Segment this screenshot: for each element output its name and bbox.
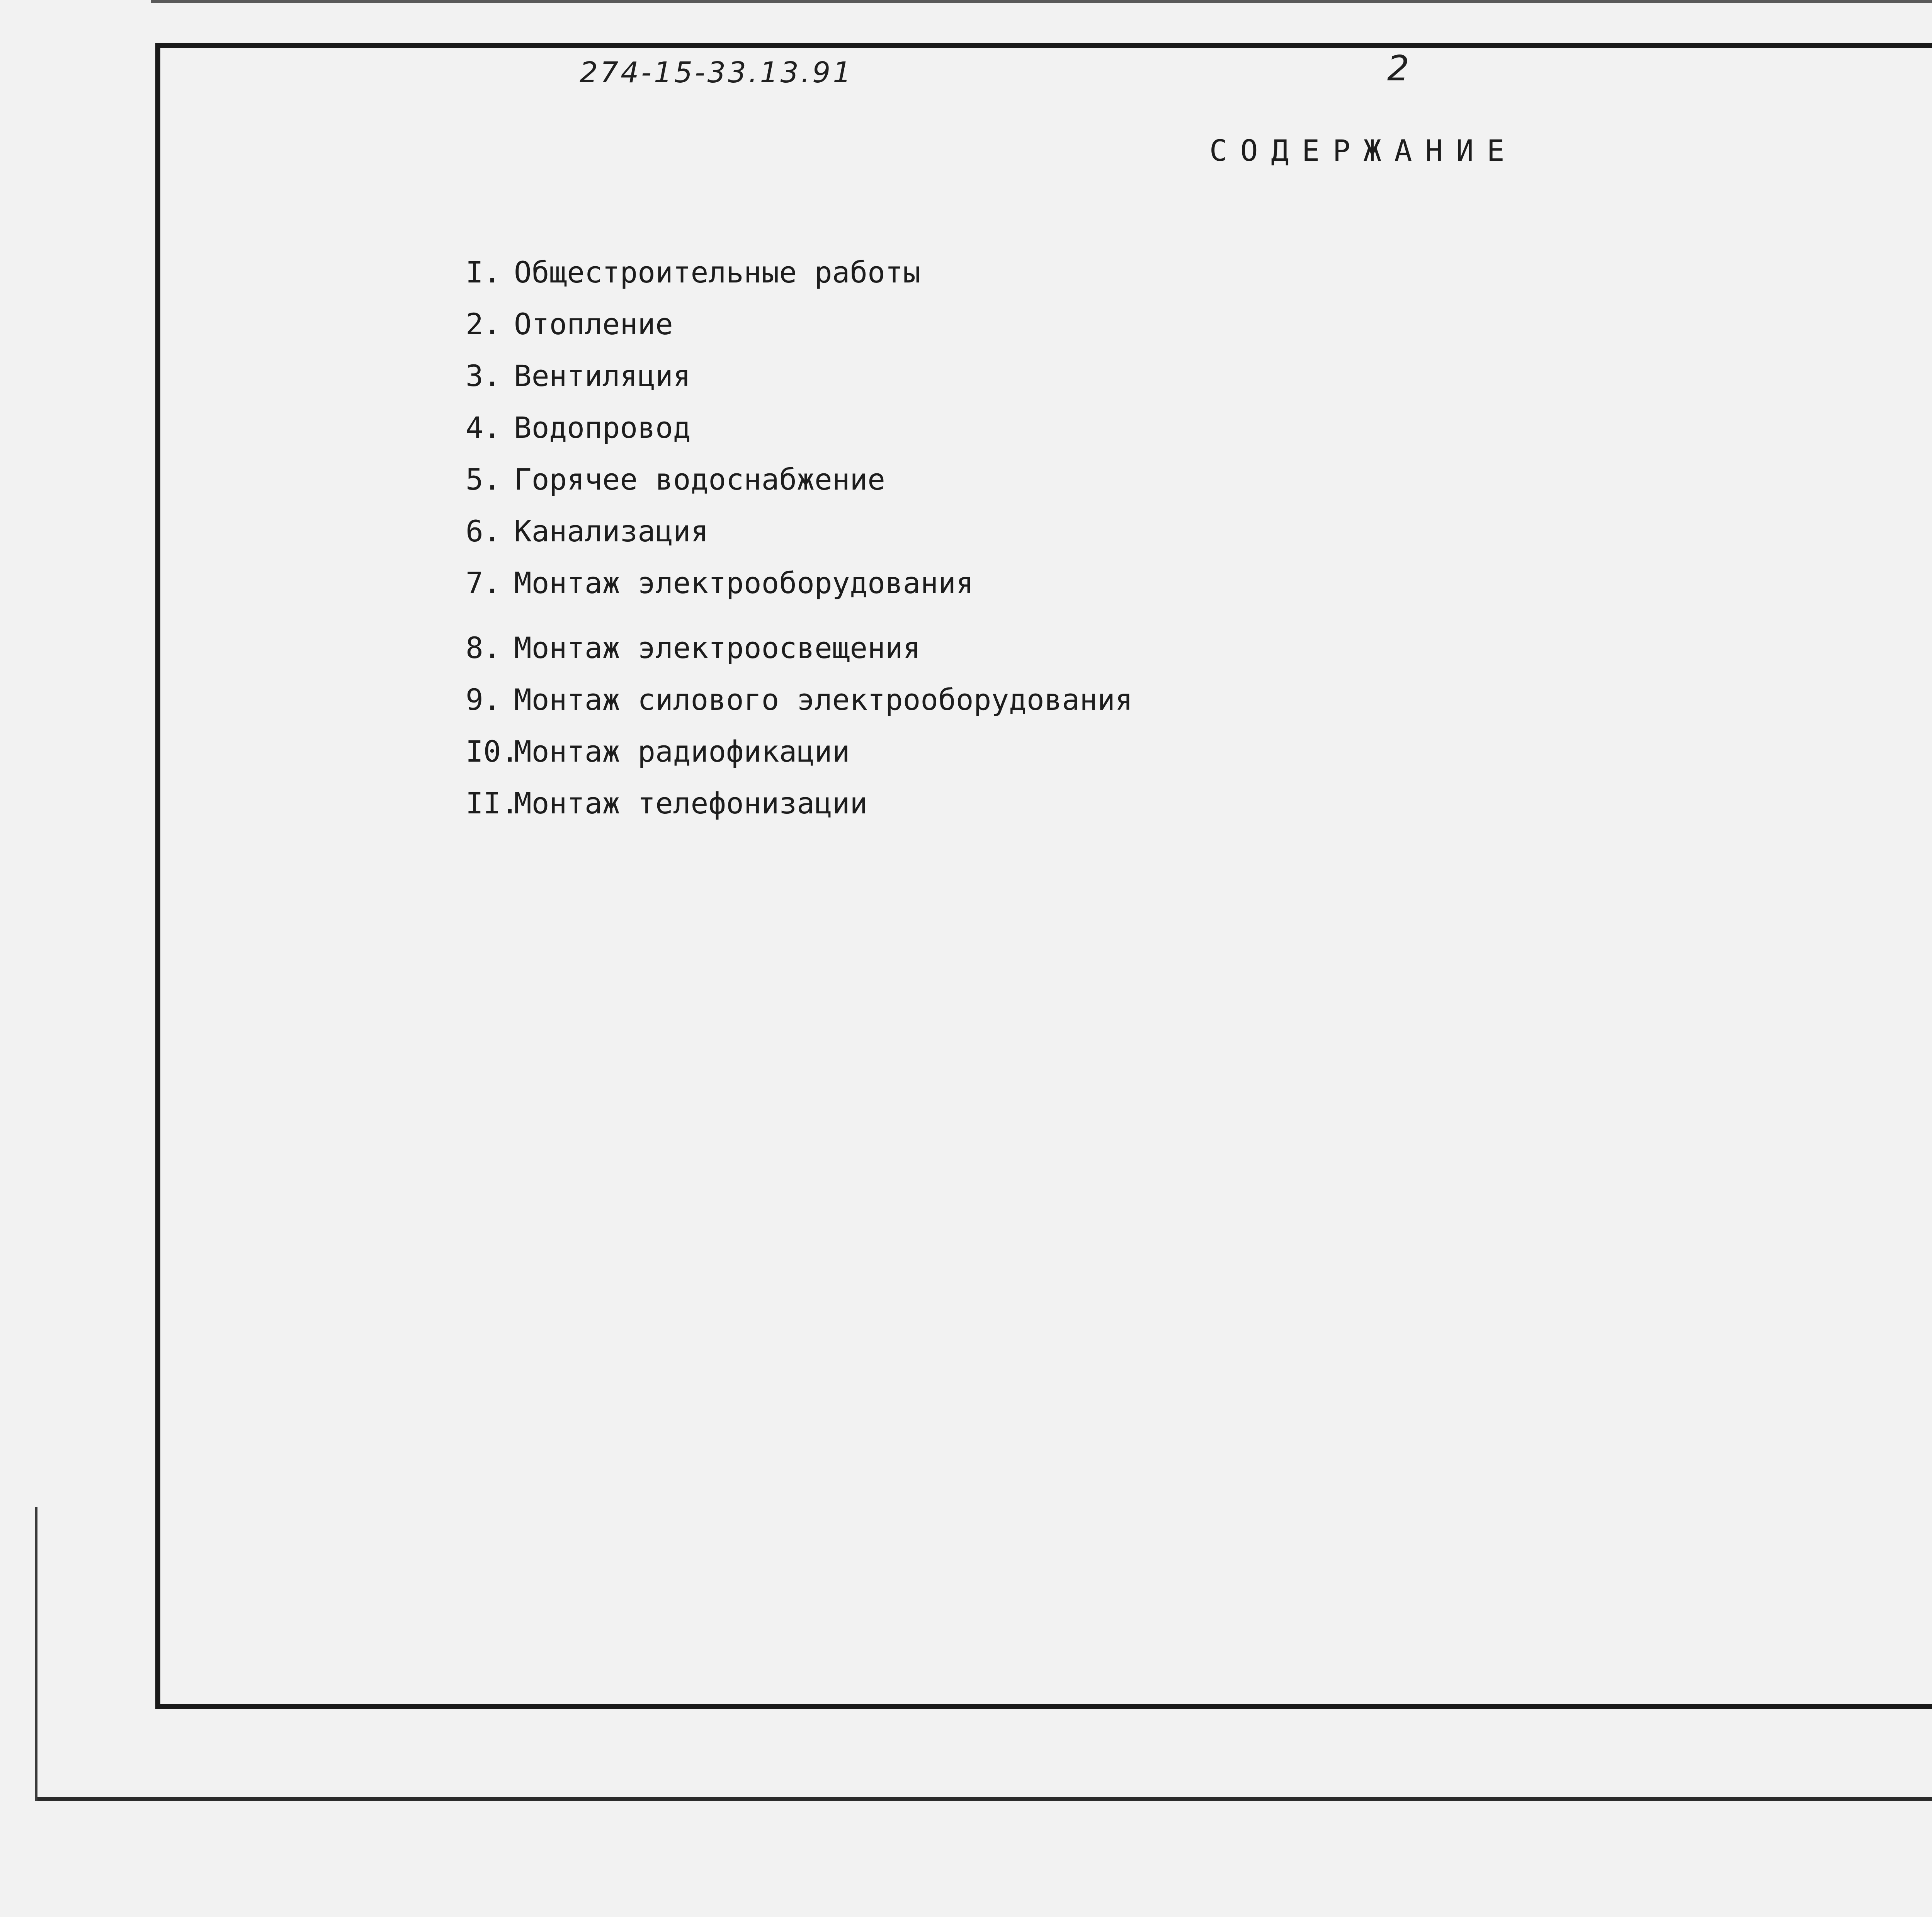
toc-row — [466, 566, 1932, 617]
toc-row — [466, 631, 1932, 682]
toc-title: Вентиляция — [514, 359, 691, 393]
toc-title: Общестроительные работы — [514, 255, 921, 289]
toc-row — [466, 786, 1932, 838]
toc-number: 5. — [466, 462, 501, 497]
sheet-edge-top — [151, 0, 1932, 3]
toc-title: Отопление — [514, 307, 673, 341]
sheet-edge-left — [35, 1507, 37, 1801]
toc-title: Монтаж электроосвещения — [514, 631, 921, 665]
toc-row — [466, 682, 1932, 734]
toc-number: 3. — [466, 359, 501, 393]
toc-number: 9. — [466, 682, 501, 717]
toc-row — [466, 734, 1932, 786]
page-number: 2 — [1387, 48, 1410, 89]
sheet-edge-bottom — [35, 1797, 1932, 1801]
toc-row — [466, 255, 1932, 307]
toc-number: I. — [466, 255, 501, 289]
toc-row — [466, 359, 1932, 410]
toc-row — [466, 514, 1932, 566]
table-of-contents — [466, 255, 1932, 838]
document-code: 274-15-33.13.91 — [580, 56, 854, 89]
toc-title: Монтаж телефонизации — [514, 786, 868, 820]
toc-number: 6. — [466, 514, 501, 548]
toc-row — [466, 462, 1932, 514]
toc-title: Монтаж силового электрооборудования — [514, 682, 1133, 717]
toc-title: Канализация — [514, 514, 709, 548]
toc-number: 2. — [466, 307, 501, 341]
toc-number: 7. — [466, 566, 501, 600]
toc-row — [466, 307, 1932, 359]
page-title: СОДЕРЖАНИЕ — [1209, 133, 1518, 168]
toc-number: I0. — [466, 734, 519, 769]
toc-title: Горячее водоснабжение — [514, 462, 885, 497]
toc-title: Монтаж электрооборудования — [514, 566, 974, 600]
toc-number: 4. — [466, 410, 501, 445]
toc-number: II. — [466, 786, 519, 820]
toc-number: 8. — [466, 631, 501, 665]
toc-row — [466, 410, 1932, 462]
toc-title: Водопровод — [514, 410, 691, 445]
toc-title: Монтаж радиофикации — [514, 734, 850, 769]
